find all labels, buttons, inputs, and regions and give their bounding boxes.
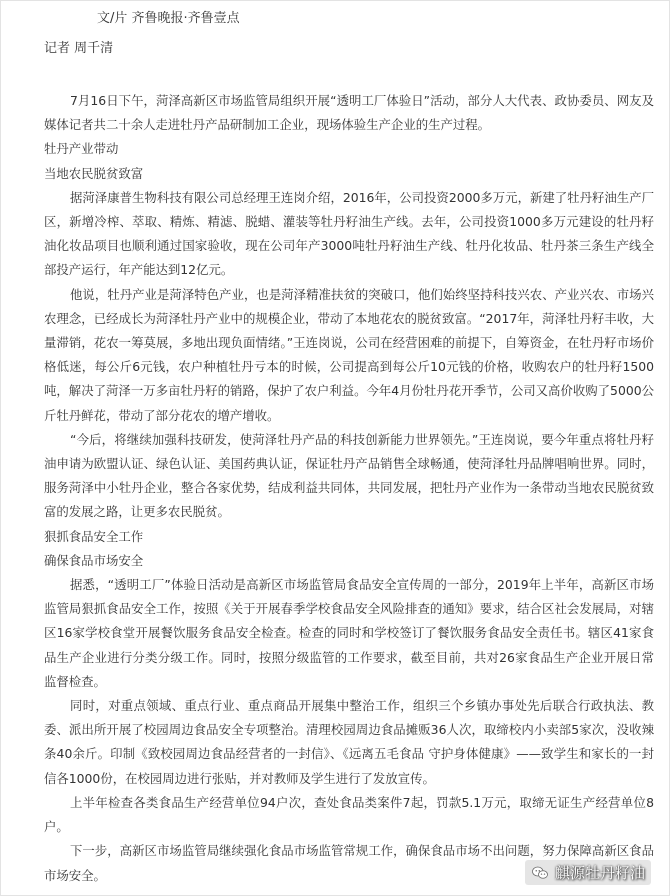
- reporter-line: 记者 周千清: [44, 41, 114, 56]
- article-body: [44, 89, 654, 888]
- paragraph-intro: 7月16日下午，菏泽高新区市场监管局组织开展“透明工厂体验日”活动，部分人大代表、政协委员、网友及媒体记者共二十余人走进牡丹产品研制加工企业，现场体验生产企业的生产过程。: [44, 93, 654, 133]
- watermark: [525, 860, 651, 885]
- paragraph-company-intro: 据菏泽康普生物科技有限公司总经理王连岗介绍，2016年，公司投资2000多万元，新建了牡丹籽油生产厂区，新增冷榨、萃取、精炼、精滤、脱蜡、灌装等牡丹籽油生产线。去年，公司投资1000多万元建设的牡丹籽油化妆品项目也顺利通过国家验收，现在公司年产3000吨牡丹籽油生产线、牡丹化妆品、牡丹茶三条生产线全部投产运行，年产能达到12亿元。: [44, 189, 654, 278]
- watermark-text: 麒源牡丹籽油: [554, 864, 645, 882]
- subheading-poverty-relief: 当地农民脱贫致富: [44, 165, 144, 181]
- subheading-peony-industry: 牡丹产业带动: [44, 141, 119, 157]
- wechat-icon: [531, 864, 549, 882]
- paragraph-inspection-stats: 上半年检查各类食品生产经营单位94户次，查处食品类案件7起，罚款5.1万元，取缔无证生产经营单位8户。: [44, 794, 654, 835]
- paragraph-peony-industry: 他说，牡丹产业是菏泽特色产业，也是菏泽精准扶贫的突破口，他们始终坚持科技兴农、产业兴农、市场兴农理念，已经成长为菏泽牡丹产业中的规模企业，带动了本地花农的脱贫致富。“2017年，菏泽牡丹籽丰收，大量滞销，花农一筹莫展，多地出现负面情绪。”王连岗说，公司在经营困难的前提下，自筹资金，在牡丹籽市场价格低迷，每公斤6元钱，农户种植牡丹亏本的时候，公司提高到每公斤10元钱的价格，收购农户的牡丹籽1500吨，解决了菏泽一万多亩牡丹籽的销路，保护了农户利益。今年4月份牡丹花开季节，公司又高价收购了5000公斤牡丹鲜花，带动了部分花农的增产增收。: [44, 286, 654, 423]
- paragraph-future-plan: “今后，将继续加强科技研发，使菏泽牡丹产品的科技创新能力世界领先。”王连岗说，要今年重点将牡丹籽油申请为欧盟认证、绿色认证、美国药典认证，保证牡丹产品销售全球畅通，使菏泽牡丹品牌唱响世界。同时，服务菏泽中小牡丹企业，整合各家优势，结成利益共同体，共同发展，把牡丹产业作为一条带动当地农民脱贫致富的发展之路，让更多农民脱贫。: [44, 431, 654, 520]
- paragraph-campus-rectification: 同时，对重点领域、重点行业、重点商品开展集中整治工作，组织三个乡镇办事处先后联合行政执法、教委、派出所开展了校园周边食品安全专项整治。清理校园周边食品摊贩36人次，取缔校内小卖部5家次，没收辣条40余斤。印制《致校园周边食品经营者的一封信》、《远离五毛食品 守护身体健康》——致学生和家长的一封信各1000份，在校园周边进行张贴，并对教师及学生进行了发放宣传。: [44, 698, 654, 786]
- subheading-market-safety: 确保食品市场安全: [44, 552, 144, 568]
- paragraph-next-step: 下一步，高新区市场监管局继续强化食品市场监管常规工作，确保食品市场不出问题，努力保障高新区食品市场安全。: [44, 843, 654, 883]
- subheading-food-safety: 狠抓食品安全工作: [44, 528, 144, 544]
- paragraph-food-safety-week: 据悉，“透明工厂”体验日活动是高新区市场监管局食品安全宣传周的一部分，2019年上半年，高新区市场监管局狠抓食品安全工作，按照《关于开展春季学校食品安全风险排查的通知》要求，结合区社会发展局，对辖区16家学校食堂开展餐饮服务食品安全检查。检查的同时和学校签订了餐饮服务食品安全责任书。辖区41家食品生产企业进行分类分级工作。同时，按照分级监管的工作要求，截至目前，共对26家食品生产企业开展日常监督检查。: [44, 577, 654, 689]
- byline: 文/片 齐鲁晚报·齐鲁壹点: [97, 11, 240, 26]
